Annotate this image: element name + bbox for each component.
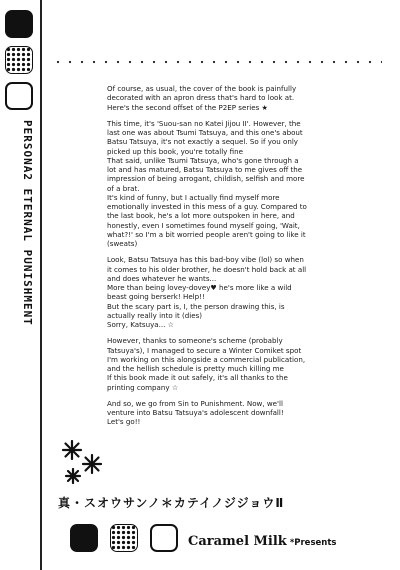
text-line: But the scary part is, I, the person drawing this, is	[107, 301, 285, 311]
brand-name: Caramel Milk	[188, 534, 287, 549]
text-line: decorated with an apron dress that's hard to look at.	[107, 93, 295, 103]
black-square-icon	[5, 10, 33, 38]
dotted-square-icon	[5, 46, 33, 74]
text-line: lot and has matured, Batsu Tatsuya to me gives off the	[107, 165, 303, 174]
text-line: However, thanks to someone's scheme (probably	[107, 336, 283, 346]
text-line: And so, we go from Sin to Punishment. Now, we'll	[107, 398, 283, 408]
paragraph	[107, 336, 377, 392]
text-line: and does whatever he wants...	[107, 273, 217, 283]
text-line: picked up this book, you're totally fine	[107, 146, 243, 156]
text-line: I'm working on this alongside a commercial publication,	[107, 354, 306, 364]
black-square-icon	[70, 524, 98, 552]
left-sidebar-strip	[0, 0, 42, 570]
text-line: More than being lovey-dovey♥ he's more like a wild	[107, 283, 292, 292]
text-line: If this book made it out safely, it's all thanks to the	[107, 373, 288, 383]
vertical-series-title: PERSONA2 ETERNAL PUNISHMENT	[21, 120, 34, 326]
text-line: beast going berserk! Help!!	[107, 292, 205, 302]
paragraph	[107, 119, 377, 249]
white-square-icon	[5, 82, 33, 110]
text-line: honestly, even I sometimes found myself going, 'Wait,	[107, 220, 300, 230]
text-line: emotionally invested in this mess of a guy. Compared to	[107, 202, 307, 211]
text-line: printing company ☆	[107, 382, 179, 392]
text-line: venture into Batsu Tatsuya's adolescent downfall!	[107, 408, 284, 417]
text-line: (sweats)	[107, 239, 138, 248]
text-line: Of course, as usual, the cover of the book is painfully	[107, 84, 297, 93]
dotted-square-icon	[110, 524, 138, 552]
text-line: It's kind of funny, but I actually find myself more	[107, 192, 280, 202]
text-line: Look, Batsu Tatsuya has this bad-boy vibe (lol) so when	[107, 255, 304, 265]
afterword-text	[107, 84, 377, 434]
paragraph	[107, 255, 377, 329]
text-line: Batsu Tatsuya, it's not exactly a sequel. So if you only	[107, 137, 299, 147]
dotted-divider	[52, 60, 382, 64]
text-line: This time, it's 'Suou-san no Katei Jijou II'. However, the	[107, 118, 301, 128]
text-line: Sorry, Katsuya... ☆	[107, 320, 175, 329]
text-line: Tatsuya's), I managed to secure a Winter Comiket spot	[107, 345, 302, 355]
white-square-icon	[150, 524, 178, 552]
text-line: of a brat.	[107, 183, 140, 193]
text-line: and the hellish schedule is pretty much killing me	[107, 364, 284, 373]
text-line: the last book, he's a lot more outspoken in here, and	[107, 211, 295, 221]
presents-label: *Presents	[289, 538, 337, 548]
text-line: Here's the second offset of the P2EP series ★	[107, 102, 268, 112]
paragraph	[107, 399, 377, 427]
text-line: Let's go!!	[107, 417, 141, 427]
text-line: last one was about Tsumi Tatsuya, and this one's about	[107, 128, 303, 137]
japanese-book-title: 真・スオウサンノ＊カテイノジジョウⅡ	[58, 496, 285, 510]
paragraph	[107, 84, 377, 112]
text-line: That said, unlike Tsumi Tatsuya, who's gone through a	[107, 155, 299, 165]
snowflake-decoration-icon	[58, 438, 118, 488]
text-line: impression of being arrogant, childish, selfish and more	[107, 174, 305, 184]
text-line: it comes to his older brother, he doesn't hold back at all	[107, 264, 307, 274]
text-line: what?!' so I'm a bit worried people aren't going to like it	[107, 229, 306, 239]
circle-brand	[188, 530, 336, 549]
text-line: actually really into it (dies)	[107, 310, 203, 320]
